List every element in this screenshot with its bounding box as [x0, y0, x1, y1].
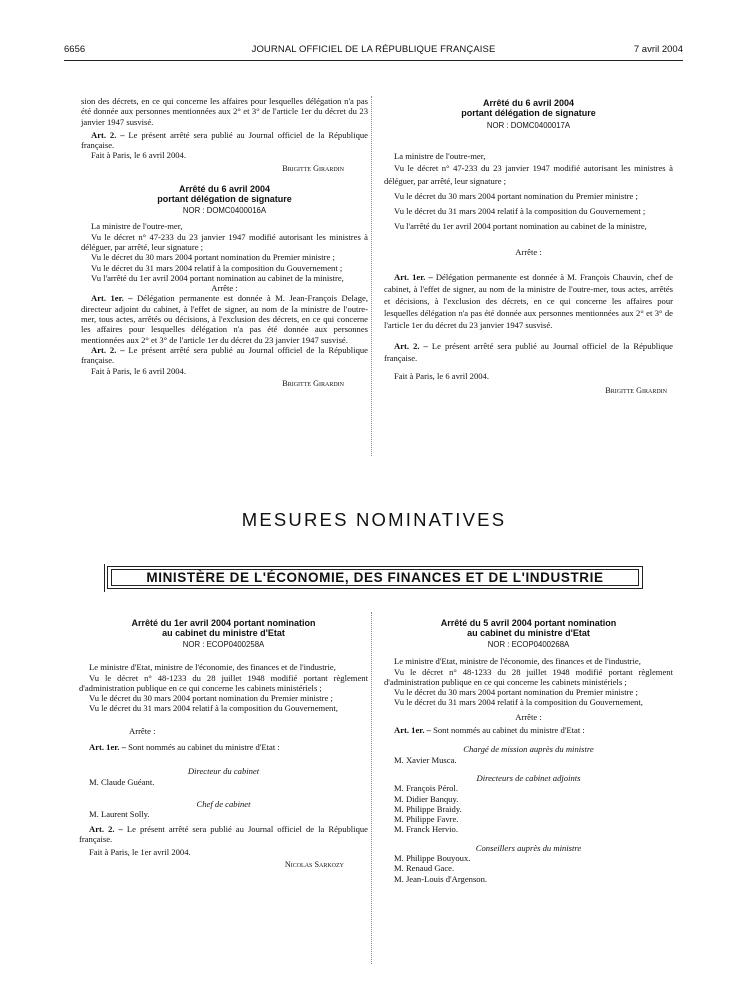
appointee: M. Philippe Braidy. — [394, 803, 462, 814]
appointee: M. Laurent Solly. — [89, 809, 150, 820]
preamble-1: Le ministre d'Etat, ministre de l'économie, des finances et de l'industrie, — [89, 662, 336, 673]
header-rule — [64, 60, 683, 61]
preamble-5: Vu l'arrêté du 1er avril 2004 portant nomination au cabinet de la ministre, — [91, 272, 344, 283]
arrete-title: Arrêté du 6 avril 2004 — [178, 184, 271, 195]
page-header — [64, 44, 683, 58]
preamble-2: Vu le décret n° 48-1233 du 28 juillet 1948 modifié portant règlement d'administration publique en ce qui concerne les cabinets ministériels ; — [79, 672, 368, 693]
appointee: M. Franck Hervio. — [394, 824, 458, 835]
appointee: M. François Pérol. — [394, 783, 458, 794]
preamble-2: Vu le décret n° 48-1233 du 28 juillet 1948 modifié portant règlement d'administration publique en ce qui concerne les cabinets ministériels ; — [384, 666, 673, 687]
nor-reference: NOR : ECOP0400268A — [487, 640, 570, 649]
appointee: M. Philippe Favre. — [394, 814, 459, 825]
preamble-3: Vu le décret du 30 mars 2004 portant nomination du Premier ministre ; — [89, 693, 333, 704]
signature: Nicolas Sarkozy — [284, 860, 344, 870]
column-separator — [371, 96, 372, 456]
preamble-2: Vu le décret n° 47-233 du 23 janvier 1947 modifié autorisant les ministres à déléguer, par arrêté, leur signature ; — [81, 231, 368, 252]
role-heading: Chef de cabinet — [196, 798, 251, 809]
preamble-4: Vu le décret du 31 mars 2004 relatif à la composition du Gouvernement ; — [91, 262, 343, 273]
appointee-list — [384, 783, 673, 834]
appointee: M. Claude Guéant. — [89, 776, 155, 787]
article-1: Art. 1er. – Sont nommés au cabinet du ministre d'Etat : — [89, 742, 280, 753]
nor-reference: NOR : ECOP0400258A — [182, 640, 265, 649]
preamble-3: Vu le décret du 30 mars 2004 portant nomination du Premier ministre ; — [394, 687, 638, 698]
preamble-5: Vu l'arrêté du 1er avril 2004 portant nomination au cabinet de la ministre, — [394, 221, 647, 232]
role-heading: Directeurs de cabinet adjoints — [476, 772, 581, 783]
arrete-title: Arrêté du 1er avril 2004 portant nomination — [131, 618, 316, 628]
article-2: Art. 2. – Le présent arrêté sera publié au Journal officiel de la République française. — [79, 823, 368, 844]
article-2: Art. 2. – Le présent arrêté sera publié au Journal officiel de la République française. — [384, 340, 673, 363]
ministry-banner — [107, 566, 643, 589]
article-1: Art. 1er. – Délégation permanente est donnée à M. François Chauvin, chef de cabinet, à l'effet de signer, au nom de la ministre de l'outre-mer, tous actes, arrêtés et décisions, à l'exclusion des décrets, en ce qui concerne les affaires pour lesquelles délégation n'a pas été donnée aux personnes mentionnées aux 2° et 3° de l'article 1er du décret du 23 janvier 1947 susvisé. — [384, 271, 673, 331]
arrete-subtitle: portant délégation de signature — [157, 194, 292, 205]
preamble-1: La ministre de l'outre-mer, — [394, 151, 486, 162]
preamble-4: Vu le décret du 31 mars 2004 relatif à la composition du Gouvernement, — [394, 697, 643, 708]
arrete-subtitle: portant délégation de signature — [461, 108, 596, 118]
preamble-2: Vu le décret n° 47-233 du 23 janvier 1947 modifié autorisant les ministres à déléguer, par arrêté, leur signature ; — [384, 163, 673, 186]
continuation-text: sion des décrets, en ce qui concerne les affaires pour lesquelles délégation n'a pas été donnée aux personnes mentionnées aux 2° et 3° de l'article 1er du décret du 23 janvier 1947 susvisé. — [81, 96, 368, 127]
arrete-subtitle: au cabinet du ministre d'Etat — [467, 628, 590, 638]
article-2: Art. 2. – Le présent arrêté sera publié au Journal officiel de la République française. — [81, 344, 368, 366]
fait-line: Fait à Paris, le 6 avril 2004. — [91, 365, 186, 376]
arrete-word: Arrête : — [129, 725, 156, 736]
top-right-column — [384, 98, 673, 397]
appointee-list — [384, 853, 673, 884]
fait-line: Fait à Paris, le 6 avril 2004. — [91, 150, 186, 161]
appointee: M. Jean-Louis d'Argenson. — [394, 873, 488, 884]
role-heading: Chargé de mission auprès du ministre — [463, 744, 594, 755]
journal-title: JOURNAL OFFICIEL DE LA RÉPUBLIQUE FRANÇAISE — [251, 44, 496, 55]
signature: Brigitte Girardin — [605, 386, 667, 396]
arrete-word: Arrête : — [515, 247, 542, 258]
bottom-left-column — [79, 618, 368, 871]
preamble-3: Vu le décret du 30 mars 2004 portant nomination du Premier ministre ; — [91, 252, 335, 263]
arrete-word: Arrête : — [515, 711, 542, 722]
role-heading: Conseillers auprès du ministre — [475, 842, 582, 853]
arrete-title: Arrêté du 5 avril 2004 portant nomination — [440, 618, 617, 628]
appointee: M. Philippe Bouyoux. — [394, 853, 471, 864]
section-title: MESURES NOMINATIVES — [241, 509, 507, 530]
fait-line: Fait à Paris, le 6 avril 2004. — [394, 371, 489, 382]
arrete-title: Arrêté du 6 avril 2004 — [482, 98, 575, 108]
page-number: 6656 — [64, 44, 86, 55]
nor-reference: NOR : DOMC0400017A — [486, 121, 571, 130]
preamble-3: Vu le décret du 30 mars 2004 portant nomination du Premier ministre ; — [394, 190, 638, 201]
article-1: Art. 1er. – Délégation permanente est donnée à M. Jean-François Delage, directeur adjoint du cabinet, à l'effet de signer, au nom de la ministre de l'outre-mer, tous actes, arrêtés ou décisions, à l'exclusion des décrets, en ce qui concerne les affaires pour lesquelles délégation n'a pas été donnée aux personnes mentionnées aux 2° et 3° de l'article 1er du décret du 23 janvier 1947 susvisé. — [81, 293, 368, 345]
appointee: M. Renaud Gace. — [394, 863, 455, 874]
top-left-column — [81, 96, 368, 389]
appointee: M. Xavier Musca. — [394, 754, 457, 765]
appointee: M. Didier Banquy. — [394, 793, 459, 804]
article-2: Art. 2. – Le présent arrêté sera publié au Journal officiel de la République française. — [81, 129, 368, 151]
preamble-4: Vu le décret du 31 mars 2004 relatif à la composition du Gouvernement ; — [394, 206, 646, 217]
arrete-word: Arrête : — [211, 283, 238, 294]
fait-line: Fait à Paris, le 1er avril 2004. — [89, 847, 191, 858]
banner-edge — [104, 564, 108, 592]
preamble-1: La ministre de l'outre-mer, — [91, 221, 183, 232]
preamble-4: Vu le décret du 31 mars 2004 relatif à la composition du Gouvernement, — [89, 703, 338, 714]
role-heading: Directeur du cabinet — [187, 766, 260, 777]
nor-reference: NOR : DOMC0400016A — [182, 206, 267, 216]
arrete-subtitle: au cabinet du ministre d'Etat — [162, 628, 285, 638]
preamble-1: Le ministre d'Etat, ministre de l'économie, des finances et de l'industrie, — [394, 656, 641, 667]
bottom-right-column — [384, 618, 673, 884]
ministry-title: MINISTÈRE DE L'ÉCONOMIE, DES FINANCES ET DE L'INDUSTRIE — [111, 569, 639, 586]
signature: Brigitte Girardin — [282, 378, 344, 388]
signature: Brigitte Girardin — [282, 163, 344, 173]
column-separator — [371, 612, 372, 964]
appointee-list — [384, 755, 673, 765]
issue-date: 7 avril 2004 — [633, 44, 683, 55]
article-1: Art. 1er. – Sont nommés au cabinet du ministre d'Etat : — [394, 725, 585, 736]
